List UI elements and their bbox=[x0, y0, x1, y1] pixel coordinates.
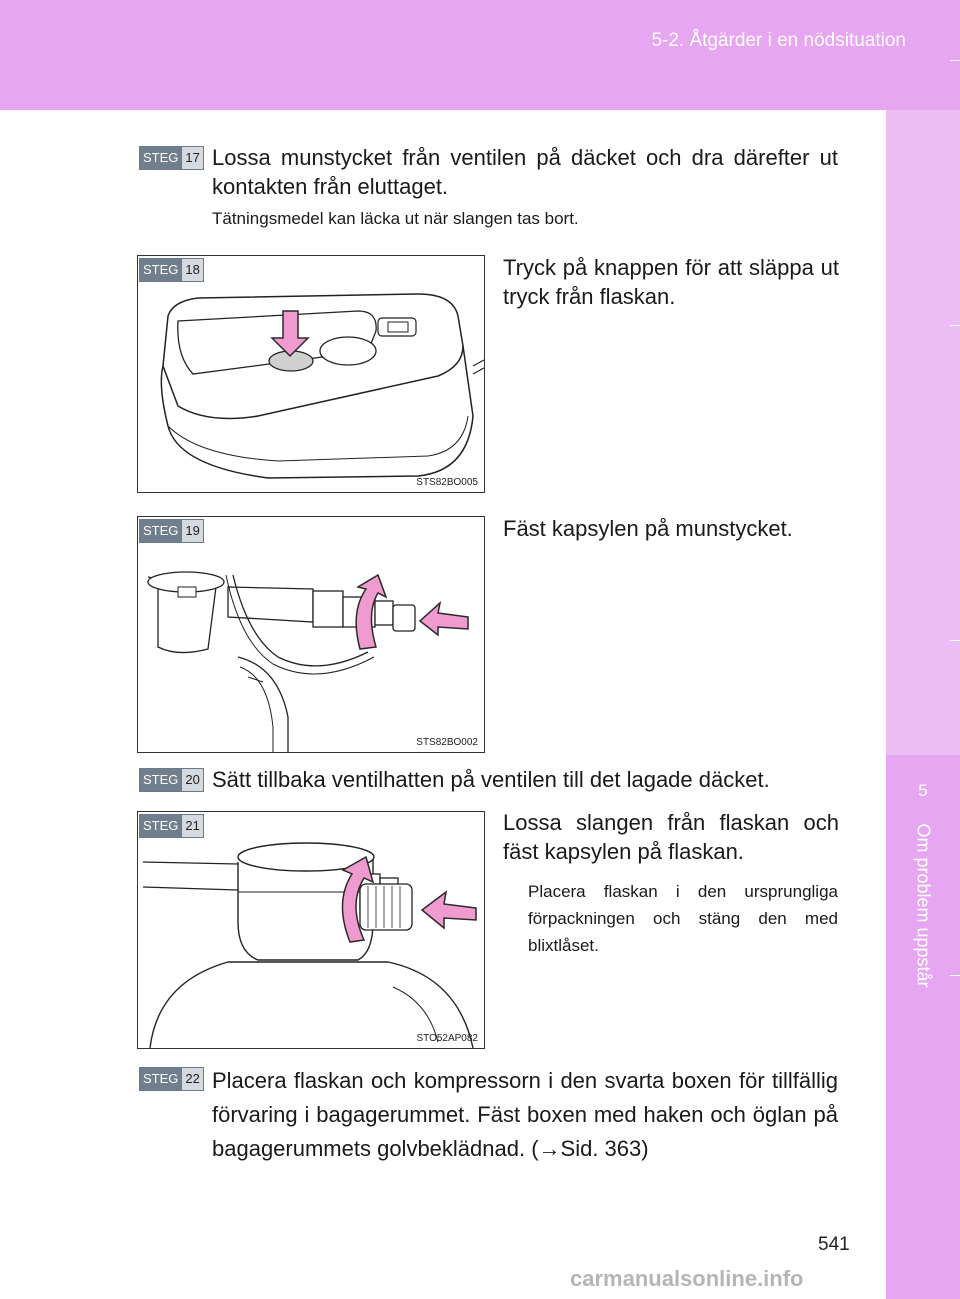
step-21-text: Lossa slangen från flaskan och fäst kapsylen på flaskan. bbox=[503, 810, 839, 864]
watermark[interactable]: carmanualsonline.info bbox=[570, 1266, 804, 1291]
cap-on-bottle-illustration bbox=[138, 812, 484, 1048]
figure-code: STS82BO005 bbox=[416, 477, 478, 488]
step-label: STEG bbox=[140, 259, 181, 281]
chapter-label: Om problem uppstår bbox=[913, 823, 934, 988]
step-21-figure bbox=[137, 811, 485, 1049]
push-arrow-icon bbox=[422, 892, 476, 928]
figure-code: STO52AP082 bbox=[416, 1033, 478, 1044]
push-arrow-icon bbox=[420, 603, 468, 635]
step-number: 20 bbox=[181, 769, 202, 791]
step-20-text: Sätt tillbaka ventilhatten på ventilen till det lagade däcket. bbox=[212, 767, 770, 792]
crop-mark bbox=[950, 975, 960, 976]
chapter-number: 5 bbox=[918, 781, 928, 800]
step-badge-22 bbox=[139, 1067, 204, 1091]
step-number: 21 bbox=[181, 815, 202, 837]
step-19-figure bbox=[137, 516, 485, 753]
crop-mark bbox=[950, 325, 960, 326]
step-label: STEG bbox=[140, 1068, 181, 1090]
figure-code: STS82BO002 bbox=[416, 737, 478, 748]
step-22-text: Placera flaskan och kompressorn i den svarta boxen för tillfällig förvaring i bagagerummet. Fäst boxen med haken och öglan på bagagerummets golvbeklädnad. (→Sid. 363) bbox=[212, 1068, 838, 1161]
cap-on-nozzle-illustration bbox=[138, 517, 484, 752]
crop-mark bbox=[950, 640, 960, 641]
step-badge-17 bbox=[139, 146, 204, 170]
step-label: STEG bbox=[140, 815, 181, 837]
step-badge-18 bbox=[139, 258, 204, 282]
step-number: 22 bbox=[181, 1068, 202, 1090]
chapter-tab[interactable] bbox=[886, 755, 960, 1299]
step-label: STEG bbox=[140, 520, 181, 542]
step-badge-21 bbox=[139, 814, 204, 838]
step-label: STEG bbox=[140, 769, 181, 791]
step-label: STEG bbox=[140, 147, 181, 169]
header-band bbox=[0, 0, 960, 110]
step-21-note: Placera flaskan i den ursprungliga förpackningen och stäng den med blixtlåset. bbox=[528, 882, 838, 955]
step-17-note: Tätningsmedel kan läcka ut när slangen tas bort. bbox=[212, 209, 579, 228]
pressure-release-button-illustration bbox=[138, 256, 484, 492]
crop-mark bbox=[950, 60, 960, 61]
step-18-figure bbox=[137, 255, 485, 493]
step-badge-19 bbox=[139, 519, 204, 543]
step-badge-20 bbox=[139, 768, 204, 792]
section-title: 5-2. Åtgärder i en nödsituation bbox=[651, 30, 906, 51]
step-number: 19 bbox=[181, 520, 202, 542]
step-number: 17 bbox=[181, 147, 202, 169]
step-19-text: Fäst kapsylen på munstycket. bbox=[503, 516, 793, 541]
step-18-text: Tryck på knappen för att släppa ut tryck från flaskan. bbox=[503, 255, 839, 309]
step-number: 18 bbox=[181, 259, 202, 281]
page-number: 541 bbox=[818, 1234, 850, 1255]
step-17-text: Lossa munstycket från ventilen på däcket och dra därefter ut kontakten från eluttaget. bbox=[212, 145, 838, 199]
